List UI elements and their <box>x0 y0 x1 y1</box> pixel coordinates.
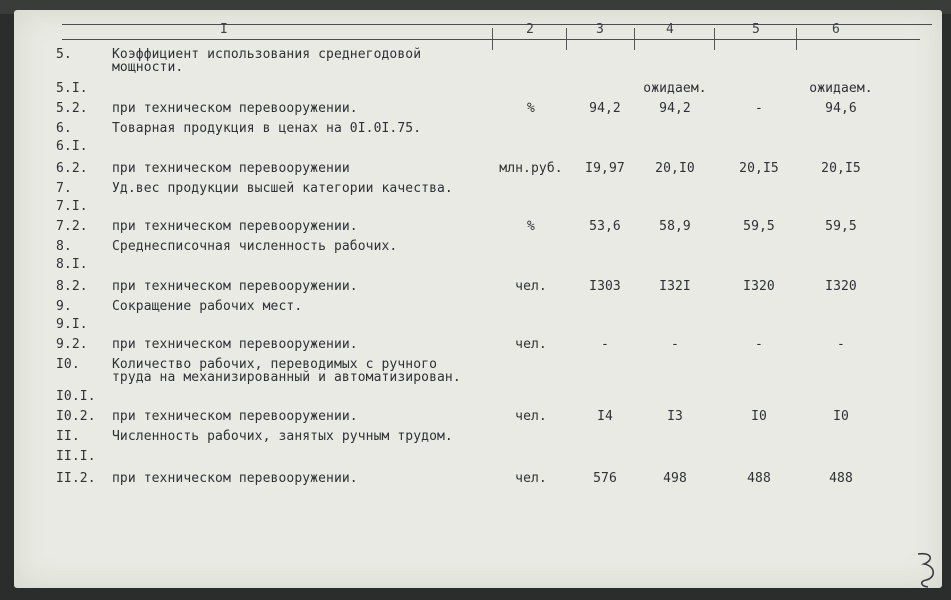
value-col-4: 94,2 <box>659 101 691 116</box>
handwritten-mark <box>914 550 942 590</box>
row-number: 8.I. <box>56 257 88 272</box>
value-col-5: I0 <box>751 409 767 424</box>
value-col-6: 59,5 <box>825 219 857 234</box>
unit-cell: чел. <box>515 279 547 294</box>
unit-cell: чел. <box>515 471 547 486</box>
header-bottom-rule <box>62 39 920 40</box>
row-label: Уд.вес продукции высшей категории качества. <box>112 181 453 196</box>
value-col-3: 94,2 <box>589 101 621 116</box>
row-label: при техническом перевооружении <box>112 161 350 176</box>
unit-cell: % <box>527 219 535 234</box>
column-header-5: 5 <box>752 22 760 37</box>
row-number: 5. <box>56 47 72 62</box>
unit-cell: чел. <box>515 409 547 424</box>
value-col-5: 20,I5 <box>739 161 779 176</box>
value-col-6: - <box>837 337 845 352</box>
row-number: 6.I. <box>56 139 88 154</box>
value-col-4: I32I <box>659 279 691 294</box>
row-label: Среднесписочная численность рабочих. <box>112 239 398 254</box>
row-label: Численность рабочих, занятых ручным трудом. <box>112 429 453 444</box>
row-label: при техническом перевооружении. <box>112 337 358 352</box>
value-col-3: 576 <box>593 471 617 486</box>
unit-cell: млн.руб. <box>499 161 563 176</box>
row-label: Коэффициент использования среднегодовой мощности. <box>112 47 422 75</box>
value-col-4: 498 <box>663 471 687 486</box>
row-number: 7.2. <box>56 219 88 234</box>
value-col-5: 59,5 <box>743 219 775 234</box>
row-number: II.2. <box>56 471 96 486</box>
value-col-3: I9,97 <box>585 161 625 176</box>
value-col-4: ожидаем. <box>643 81 707 96</box>
column-header-6: 6 <box>832 22 840 37</box>
value-col-6: 20,I5 <box>821 161 861 176</box>
value-col-4: 58,9 <box>659 219 691 234</box>
value-col-5: - <box>755 101 763 116</box>
row-label: при техническом перевооружении. <box>112 409 358 424</box>
row-label: при техническом перевооружении. <box>112 279 358 294</box>
unit-cell: чел. <box>515 337 547 352</box>
document-page <box>14 10 942 588</box>
row-label: при техническом перевооружении. <box>112 471 358 486</box>
value-col-5: 488 <box>747 471 771 486</box>
row-label: при техническом перевооружении. <box>112 101 358 116</box>
row-number: 9. <box>56 299 72 314</box>
row-number: 5.2. <box>56 101 88 116</box>
value-col-3: 53,6 <box>589 219 621 234</box>
row-number: 8.2. <box>56 279 88 294</box>
row-number: II. <box>56 429 80 444</box>
row-label: Товарная продукция в ценах на 0I.0I.75. <box>112 121 422 136</box>
value-col-6: 94,6 <box>825 101 857 116</box>
row-number: 7.I. <box>56 199 88 214</box>
value-col-4: 20,I0 <box>655 161 695 176</box>
row-number: 7. <box>56 181 72 196</box>
column-header-4: 4 <box>666 22 674 37</box>
header-top-rule <box>62 24 932 25</box>
value-col-5: I320 <box>743 279 775 294</box>
value-col-3: I303 <box>589 279 621 294</box>
row-number: 5.I. <box>56 81 88 96</box>
row-number: 9.I. <box>56 317 88 332</box>
column-header-1: I <box>220 22 228 37</box>
row-number: 6.2. <box>56 161 88 176</box>
value-col-6: ожидаем. <box>809 81 873 96</box>
row-number: II.I. <box>56 449 96 464</box>
row-number: 9.2. <box>56 337 88 352</box>
value-col-3: - <box>601 337 609 352</box>
row-number: 8. <box>56 239 72 254</box>
value-col-5: - <box>755 337 763 352</box>
row-number: I0. <box>56 357 80 372</box>
row-number: I0.I. <box>56 389 96 404</box>
column-header-3: 3 <box>596 22 604 37</box>
value-col-6: I320 <box>825 279 857 294</box>
value-col-4: - <box>671 337 679 352</box>
value-col-4: I3 <box>667 409 683 424</box>
value-col-6: 488 <box>829 471 853 486</box>
value-col-3: I4 <box>597 409 613 424</box>
value-col-6: I0 <box>833 409 849 424</box>
row-label: Сокращение рабочих мест. <box>112 299 303 314</box>
row-label: Количество рабочих, переводимых с ручного труда на механизированный и автоматизирован. <box>112 357 461 385</box>
unit-cell: % <box>527 101 535 116</box>
row-number: 6. <box>56 121 72 136</box>
row-number: I0.2. <box>56 409 96 424</box>
column-header-2: 2 <box>526 22 534 37</box>
row-label: при техническом перевооружении. <box>112 219 358 234</box>
